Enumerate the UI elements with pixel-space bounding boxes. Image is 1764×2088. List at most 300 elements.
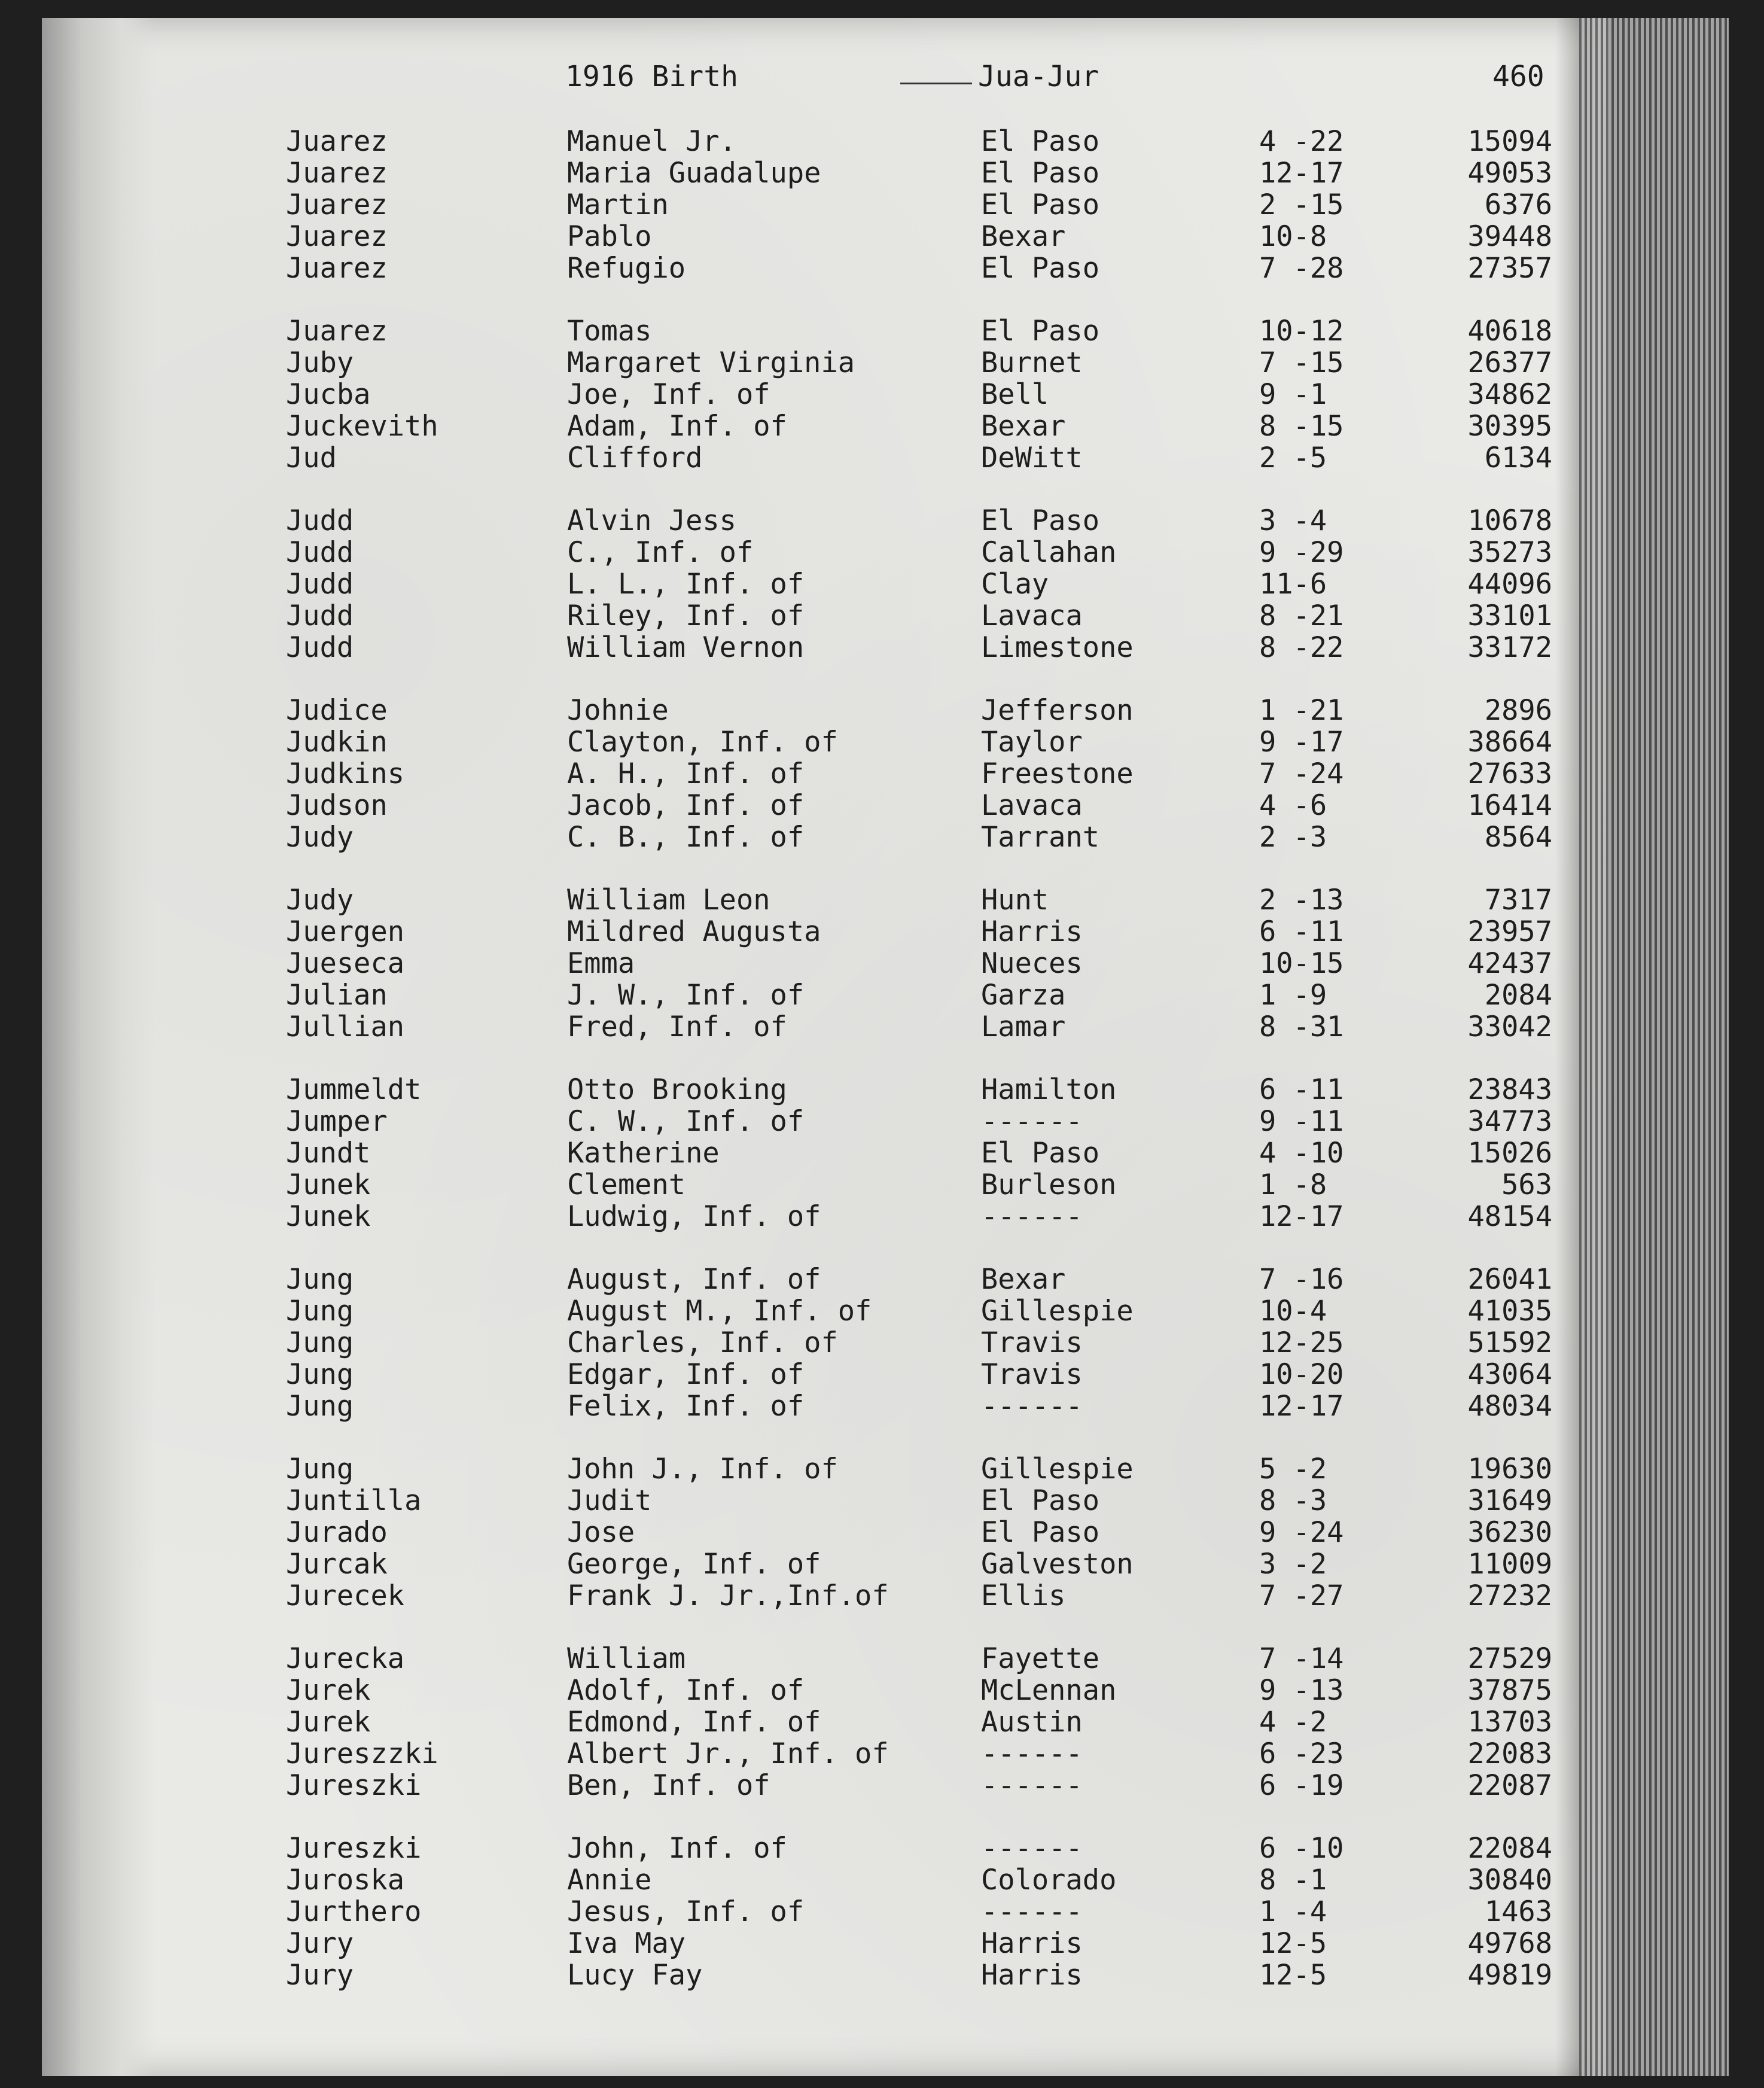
birth-date-cell: 2 -5: [1259, 442, 1327, 474]
birth-date-cell: 10-4: [1259, 1295, 1327, 1328]
birth-date-cell: 3 -2: [1259, 1548, 1327, 1581]
table-row: [0, 979, 1764, 1011]
birth-date-cell: 8 -22: [1259, 631, 1344, 664]
certificate-number-cell: 16414: [1467, 789, 1552, 822]
surname-cell: Judd: [286, 536, 354, 569]
certificate-number-cell: 23843: [1467, 1073, 1552, 1106]
given-name-cell: Edmond, Inf. of: [567, 1706, 821, 1739]
surname-cell: Jung: [286, 1295, 354, 1328]
certificate-number-cell: 6376: [1484, 188, 1552, 221]
given-name-cell: Edgar, Inf. of: [567, 1358, 805, 1391]
certificate-number-cell: 6134: [1484, 442, 1552, 474]
county-cell: ------: [981, 1737, 1083, 1770]
surname-cell: Jung: [286, 1358, 354, 1391]
given-name-cell: Frank J. Jr.,Inf.of: [567, 1579, 889, 1612]
given-name-cell: Martin: [567, 188, 669, 221]
table-row: [0, 221, 1764, 252]
given-name-cell: William: [567, 1642, 686, 1675]
county-cell: Jefferson: [981, 694, 1134, 727]
certificate-number-cell: 33172: [1467, 631, 1552, 664]
table-row: [0, 1390, 1764, 1422]
county-cell: Travis: [981, 1358, 1083, 1391]
table-row: [0, 1264, 1764, 1295]
table-row: [0, 1169, 1764, 1201]
given-name-cell: Iva May: [567, 1927, 686, 1960]
given-name-cell: Maria Guadalupe: [567, 157, 821, 190]
birth-date-cell: 6 -23: [1259, 1737, 1344, 1770]
surname-cell: Jummeldt: [286, 1073, 422, 1106]
county-cell: Lavaca: [981, 599, 1083, 632]
certificate-number-cell: 27529: [1467, 1642, 1552, 1675]
county-cell: El Paso: [981, 504, 1100, 537]
certificate-number-cell: 37875: [1467, 1674, 1552, 1707]
given-name-cell: Joe, Inf. of: [567, 378, 770, 411]
given-name-cell: Refugio: [567, 252, 686, 285]
given-name-cell: John, Inf. of: [567, 1832, 787, 1865]
page-header: [0, 60, 1764, 108]
county-cell: El Paso: [981, 1516, 1100, 1549]
certificate-number-cell: 10678: [1467, 504, 1552, 537]
county-cell: Tarrant: [981, 821, 1100, 854]
certificate-number-cell: 30840: [1467, 1864, 1552, 1897]
surname-cell: Jung: [286, 1263, 354, 1296]
table-row: [0, 1738, 1764, 1770]
table-row: [0, 1295, 1764, 1327]
certificate-number-cell: 49768: [1467, 1927, 1552, 1960]
birth-date-cell: 10-8: [1259, 220, 1327, 253]
birth-date-cell: 5 -2: [1259, 1453, 1327, 1486]
birth-date-cell: 9 -1: [1259, 378, 1327, 411]
birth-date-cell: 9 -11: [1259, 1105, 1344, 1138]
birth-date-cell: 1 -4: [1259, 1895, 1327, 1928]
birth-date-cell: 12-5: [1259, 1959, 1327, 1992]
table-row: [0, 695, 1764, 726]
table-row: [0, 126, 1764, 157]
given-name-cell: Adolf, Inf. of: [567, 1674, 805, 1707]
table-row: [0, 537, 1764, 568]
certificate-number-cell: 2896: [1484, 694, 1552, 727]
table-row: [0, 1201, 1764, 1232]
surname-cell: Judd: [286, 599, 354, 632]
birth-date-cell: 2 -13: [1259, 884, 1344, 917]
given-name-cell: Ludwig, Inf. of: [567, 1200, 821, 1233]
county-cell: El Paso: [981, 315, 1100, 348]
table-row: [0, 1453, 1764, 1485]
birth-date-cell: 8 -15: [1259, 410, 1344, 443]
birth-date-cell: 8 -31: [1259, 1010, 1344, 1043]
table-row: [0, 315, 1764, 347]
county-cell: Bexar: [981, 410, 1066, 443]
certificate-number-cell: 27232: [1467, 1579, 1552, 1612]
certificate-number-cell: 22087: [1467, 1769, 1552, 1802]
surname-cell: Juarez: [286, 125, 388, 158]
given-name-cell: William Vernon: [567, 631, 805, 664]
surname-cell: Judy: [286, 884, 354, 917]
birth-date-cell: 6 -19: [1259, 1769, 1344, 1802]
table-row: [0, 189, 1764, 221]
surname-cell: Judkins: [286, 757, 405, 790]
birth-date-cell: 10-20: [1259, 1358, 1344, 1391]
birth-date-cell: 12-17: [1259, 1200, 1344, 1233]
county-cell: Harris: [981, 1959, 1083, 1992]
surname-cell: Jundt: [286, 1137, 371, 1170]
birth-date-cell: 7 -14: [1259, 1642, 1344, 1675]
given-name-cell: A. H., Inf. of: [567, 757, 805, 790]
birth-date-cell: 7 -16: [1259, 1263, 1344, 1296]
county-cell: Hunt: [981, 884, 1049, 917]
county-cell: Travis: [981, 1326, 1083, 1359]
county-cell: El Paso: [981, 1137, 1100, 1170]
given-name-cell: Adam, Inf. of: [567, 410, 787, 443]
certificate-number-cell: 31649: [1467, 1484, 1552, 1517]
entry-group: [0, 1453, 1764, 1612]
entry-group: [0, 1264, 1764, 1422]
entry-group: [0, 315, 1764, 474]
table-row: [0, 1833, 1764, 1864]
table-row: [0, 1548, 1764, 1580]
given-name-cell: Margaret Virginia: [567, 346, 855, 379]
surname-cell: Juarez: [286, 252, 388, 285]
table-row: [0, 1485, 1764, 1517]
certificate-number-cell: 38664: [1467, 726, 1552, 759]
name-range: Jua-Jur: [978, 60, 1099, 93]
birth-date-cell: 10-12: [1259, 315, 1344, 348]
given-name-cell: William Leon: [567, 884, 770, 917]
table-row: [0, 916, 1764, 948]
certificate-number-cell: 563: [1501, 1168, 1552, 1201]
table-row: [0, 1643, 1764, 1675]
given-name-cell: Charles, Inf. of: [567, 1326, 838, 1359]
given-name-cell: Ben, Inf. of: [567, 1769, 770, 1802]
given-name-cell: Clayton, Inf. of: [567, 726, 838, 759]
table-row: [0, 157, 1764, 189]
given-name-cell: Fred, Inf. of: [567, 1010, 787, 1043]
surname-cell: Jueseca: [286, 947, 405, 980]
county-cell: Gillespie: [981, 1453, 1134, 1486]
county-cell: ------: [981, 1895, 1083, 1928]
surname-cell: Judy: [286, 821, 354, 854]
table-row: [0, 1074, 1764, 1106]
given-name-cell: C. B., Inf. of: [567, 821, 805, 854]
birth-date-cell: 10-15: [1259, 947, 1344, 980]
certificate-number-cell: 26041: [1467, 1263, 1552, 1296]
birth-date-cell: 8 -1: [1259, 1864, 1327, 1897]
given-name-cell: Clifford: [567, 442, 703, 474]
certificate-number-cell: 44096: [1467, 568, 1552, 601]
county-cell: Ellis: [981, 1579, 1066, 1612]
surname-cell: Jurek: [286, 1706, 371, 1739]
surname-cell: Juarez: [286, 220, 388, 253]
table-row: [0, 1675, 1764, 1706]
table-row: [0, 568, 1764, 600]
entry-group: [0, 884, 1764, 1043]
entry-group: [0, 1074, 1764, 1232]
given-name-cell: Jose: [567, 1516, 635, 1549]
surname-cell: Judson: [286, 789, 388, 822]
county-cell: Taylor: [981, 726, 1083, 759]
given-name-cell: Annie: [567, 1864, 652, 1897]
table-row: [0, 1137, 1764, 1169]
county-cell: El Paso: [981, 157, 1100, 190]
certificate-number-cell: 19630: [1467, 1453, 1552, 1486]
table-row: [0, 252, 1764, 284]
given-name-cell: John J., Inf. of: [567, 1453, 838, 1486]
certificate-number-cell: 42437: [1467, 947, 1552, 980]
table-row: [0, 379, 1764, 410]
county-cell: Clay: [981, 568, 1049, 601]
birth-date-cell: 1 -21: [1259, 694, 1344, 727]
given-name-cell: Lucy Fay: [567, 1959, 703, 1992]
birth-date-cell: 3 -4: [1259, 504, 1327, 537]
surname-cell: Judd: [286, 504, 354, 537]
certificate-number-cell: 48154: [1467, 1200, 1552, 1233]
birth-date-cell: 1 -9: [1259, 979, 1327, 1012]
table-row: [0, 884, 1764, 916]
birth-date-cell: 12-25: [1259, 1326, 1344, 1359]
surname-cell: Jury: [286, 1927, 354, 1960]
surname-cell: Jung: [286, 1390, 354, 1423]
surname-cell: Juntilla: [286, 1484, 422, 1517]
given-name-cell: J. W., Inf. of: [567, 979, 805, 1012]
certificate-number-cell: 49819: [1467, 1959, 1552, 1992]
certificate-number-cell: 41035: [1467, 1295, 1552, 1328]
table-row: [0, 1770, 1764, 1801]
county-cell: DeWitt: [981, 442, 1083, 474]
surname-cell: Jureszzki: [286, 1737, 438, 1770]
table-row: [0, 1011, 1764, 1043]
certificate-number-cell: 23957: [1467, 915, 1552, 948]
surname-cell: Judkin: [286, 726, 388, 759]
given-name-cell: George, Inf. of: [567, 1548, 821, 1581]
county-cell: Burleson: [981, 1168, 1117, 1201]
county-cell: Lavaca: [981, 789, 1083, 822]
certificate-number-cell: 48034: [1467, 1390, 1552, 1423]
surname-cell: Jurthero: [286, 1895, 422, 1928]
given-name-cell: Tomas: [567, 315, 652, 348]
birth-date-cell: 2 -3: [1259, 821, 1327, 854]
county-cell: Hamilton: [981, 1073, 1117, 1106]
surname-cell: Juby: [286, 346, 354, 379]
certificate-number-cell: 27357: [1467, 252, 1552, 285]
county-cell: Bell: [981, 378, 1049, 411]
surname-cell: Jurecka: [286, 1642, 405, 1675]
birth-date-cell: 9 -17: [1259, 726, 1344, 759]
surname-cell: Juarez: [286, 188, 388, 221]
county-cell: Bexar: [981, 220, 1066, 253]
county-cell: Gillespie: [981, 1295, 1134, 1328]
birth-date-cell: 4 -22: [1259, 125, 1344, 158]
birth-date-cell: 7 -27: [1259, 1579, 1344, 1612]
given-name-cell: Jacob, Inf. of: [567, 789, 805, 822]
table-row: [0, 347, 1764, 379]
surname-cell: Jurado: [286, 1516, 388, 1549]
certificate-number-cell: 8564: [1484, 821, 1552, 854]
certificate-number-cell: 43064: [1467, 1358, 1552, 1391]
county-cell: Galveston: [981, 1548, 1134, 1581]
table-row: [0, 410, 1764, 442]
county-cell: ------: [981, 1390, 1083, 1423]
certificate-number-cell: 33101: [1467, 599, 1552, 632]
birth-date-cell: 12-5: [1259, 1927, 1327, 1960]
given-name-cell: C., Inf. of: [567, 536, 754, 569]
county-cell: Freestone: [981, 757, 1134, 790]
given-name-cell: Katherine: [567, 1137, 720, 1170]
table-row: [0, 1106, 1764, 1137]
surname-cell: Judd: [286, 631, 354, 664]
surname-cell: Jureszki: [286, 1769, 422, 1802]
county-cell: Garza: [981, 979, 1066, 1012]
table-row: [0, 442, 1764, 474]
surname-cell: Jucba: [286, 378, 371, 411]
certificate-number-cell: 30395: [1467, 410, 1552, 443]
table-row: [0, 1327, 1764, 1359]
entry-group: [0, 505, 1764, 663]
birth-date-cell: 7 -24: [1259, 757, 1344, 790]
table-row: [0, 1864, 1764, 1896]
county-cell: Lamar: [981, 1010, 1066, 1043]
given-name-cell: August, Inf. of: [567, 1263, 821, 1296]
certificate-number-cell: 7317: [1484, 884, 1552, 917]
surname-cell: Jurcak: [286, 1548, 388, 1581]
birth-date-cell: 12-17: [1259, 1390, 1344, 1423]
certificate-number-cell: 34862: [1467, 378, 1552, 411]
given-name-cell: Manuel Jr.: [567, 125, 736, 158]
table-row: [0, 1359, 1764, 1390]
given-name-cell: C. W., Inf. of: [567, 1105, 805, 1138]
given-name-cell: Albert Jr., Inf. of: [567, 1737, 889, 1770]
surname-cell: Jullian: [286, 1010, 405, 1043]
surname-cell: Jury: [286, 1959, 354, 1992]
certificate-number-cell: 27633: [1467, 757, 1552, 790]
surname-cell: Jurecek: [286, 1579, 405, 1612]
surname-cell: Juckevith: [286, 410, 438, 443]
table-row: [0, 505, 1764, 537]
county-cell: Limestone: [981, 631, 1134, 664]
certificate-number-cell: 15094: [1467, 125, 1552, 158]
birth-date-cell: 8 -21: [1259, 599, 1344, 632]
table-row: [0, 726, 1764, 758]
table-row: [0, 948, 1764, 979]
surname-cell: Jung: [286, 1453, 354, 1486]
certificate-number-cell: 40618: [1467, 315, 1552, 348]
given-name-cell: Judit: [567, 1484, 652, 1517]
table-row: [0, 1706, 1764, 1738]
certificate-number-cell: 51592: [1467, 1326, 1552, 1359]
surname-cell: Jud: [286, 442, 337, 474]
table-row: [0, 1959, 1764, 1991]
entry-group: [0, 1643, 1764, 1801]
certificate-number-cell: 26377: [1467, 346, 1552, 379]
table-row: [0, 1517, 1764, 1548]
given-name-cell: August M., Inf. of: [567, 1295, 872, 1328]
surname-cell: Juergen: [286, 915, 405, 948]
certificate-number-cell: 39448: [1467, 220, 1552, 253]
birth-date-cell: 2 -15: [1259, 188, 1344, 221]
table-row: [0, 600, 1764, 632]
certificate-number-cell: 13703: [1467, 1706, 1552, 1739]
table-row: [0, 1896, 1764, 1928]
certificate-number-cell: 22084: [1467, 1832, 1552, 1865]
given-name-cell: Otto Brooking: [567, 1073, 787, 1106]
entry-group: [0, 126, 1764, 284]
birth-date-cell: 8 -3: [1259, 1484, 1327, 1517]
given-name-cell: L. L., Inf. of: [567, 568, 805, 601]
page-number: 460: [1492, 60, 1544, 93]
given-name-cell: Alvin Jess: [567, 504, 736, 537]
birth-date-cell: 4 -6: [1259, 789, 1327, 822]
given-name-cell: Johnie: [567, 694, 669, 727]
birth-date-cell: 6 -10: [1259, 1832, 1344, 1865]
given-name-cell: Clement: [567, 1168, 686, 1201]
surname-cell: Junek: [286, 1168, 371, 1201]
given-name-cell: Emma: [567, 947, 635, 980]
birth-date-cell: 4 -2: [1259, 1706, 1327, 1739]
surname-cell: Judd: [286, 568, 354, 601]
county-cell: ------: [981, 1200, 1083, 1233]
birth-date-cell: 12-17: [1259, 157, 1344, 190]
birth-date-cell: 7 -28: [1259, 252, 1344, 285]
birth-index-entries: [0, 126, 1764, 2022]
county-cell: Callahan: [981, 536, 1117, 569]
county-cell: El Paso: [981, 188, 1100, 221]
county-cell: El Paso: [981, 125, 1100, 158]
county-cell: McLennan: [981, 1674, 1117, 1707]
birth-date-cell: 11-6: [1259, 568, 1327, 601]
county-cell: Harris: [981, 915, 1083, 948]
table-row: [0, 790, 1764, 821]
certificate-number-cell: 11009: [1467, 1548, 1552, 1581]
certificate-number-cell: 1463: [1484, 1895, 1552, 1928]
surname-cell: Juarez: [286, 315, 388, 348]
county-cell: Burnet: [981, 346, 1083, 379]
entry-group: [0, 1833, 1764, 1991]
birth-date-cell: 9 -24: [1259, 1516, 1344, 1549]
surname-cell: Junek: [286, 1200, 371, 1233]
table-row: [0, 1580, 1764, 1612]
table-row: [0, 821, 1764, 853]
surname-cell: Juroska: [286, 1864, 405, 1897]
table-row: [0, 758, 1764, 790]
surname-cell: Juarez: [286, 157, 388, 190]
birth-date-cell: 1 -8: [1259, 1168, 1327, 1201]
surname-cell: Jung: [286, 1326, 354, 1359]
given-name-cell: Jesus, Inf. of: [567, 1895, 805, 1928]
entry-group: [0, 695, 1764, 853]
birth-date-cell: 7 -15: [1259, 346, 1344, 379]
birth-date-cell: 9 -13: [1259, 1674, 1344, 1707]
county-cell: ------: [981, 1105, 1083, 1138]
index-title: 1916 Birth: [565, 60, 738, 93]
county-cell: Bexar: [981, 1263, 1066, 1296]
birth-date-cell: 4 -10: [1259, 1137, 1344, 1170]
county-cell: Nueces: [981, 947, 1083, 980]
surname-cell: Jumper: [286, 1105, 388, 1138]
given-name-cell: Felix, Inf. of: [567, 1390, 805, 1423]
county-cell: Fayette: [981, 1642, 1100, 1675]
certificate-number-cell: 35273: [1467, 536, 1552, 569]
surname-cell: Jurek: [286, 1674, 371, 1707]
certificate-number-cell: 15026: [1467, 1137, 1552, 1170]
certificate-number-cell: 36230: [1467, 1516, 1552, 1549]
county-cell: ------: [981, 1832, 1083, 1865]
given-name-cell: Mildred Augusta: [567, 915, 821, 948]
birth-date-cell: 6 -11: [1259, 915, 1344, 948]
certificate-number-cell: 2084: [1484, 979, 1552, 1012]
certificate-number-cell: 49053: [1467, 157, 1552, 190]
county-cell: ------: [981, 1769, 1083, 1802]
surname-cell: Judice: [286, 694, 388, 727]
county-cell: Harris: [981, 1927, 1083, 1960]
